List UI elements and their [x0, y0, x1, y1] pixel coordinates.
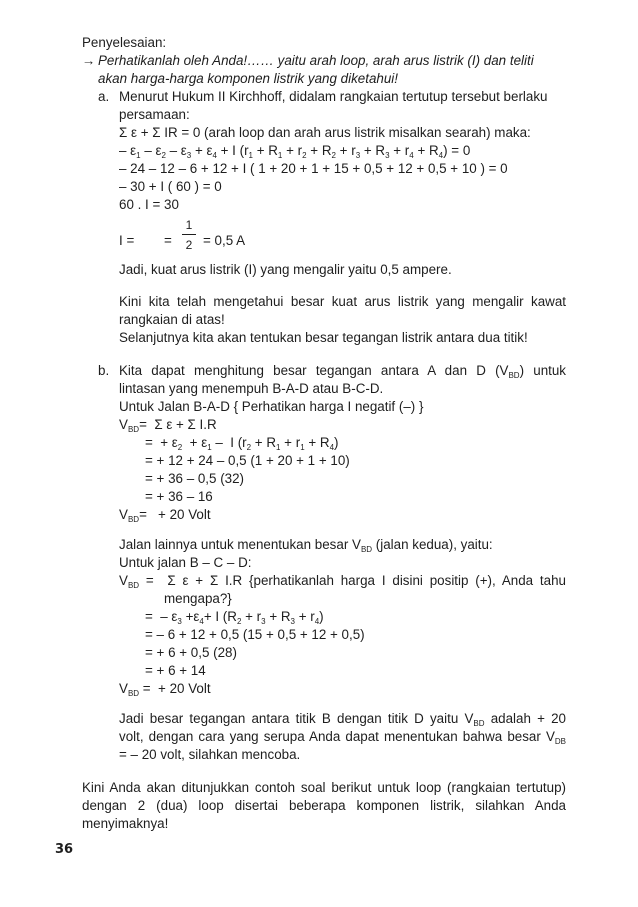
part-b-line: Untuk Jalan B-A-D { Perhatikan harga I negatif (–) }	[119, 399, 424, 414]
part-a-line: persamaan:	[119, 107, 190, 122]
solution-heading: Penyelesaian:	[82, 35, 167, 50]
vbd-result: $V_{BD}= + 20$ Volt	[119, 507, 211, 524]
loop-formula: – $\varepsilon_1 - \varepsilon_2 - \varepsilon_3 + \varepsilon_4 + I$ $(r_1 + R_1 + r_2 + R_2 + r_3 + R_3 + r_4 + R_4) = 0$	[119, 143, 471, 160]
closing-line: menyimaknya!	[82, 816, 169, 831]
part-a-line: Menurut Hukum II Kirchhoff, didalam rangkaian tertutup tersebut berlaku	[119, 89, 548, 104]
part-b-line: Kita dapat menghitung besar tegangan antara A dan D $(V_{BD})$ untuk	[119, 363, 567, 380]
paragraph-line: Kini kita telah mengetahui besar kuat arus listrik yang mengalir kawat	[119, 294, 566, 309]
vbd-result: $V_{BD}$ = + 20 Volt	[119, 681, 211, 698]
part-a-label: a.	[98, 89, 110, 104]
vbd-calc-line: = + 36 – 16	[145, 489, 213, 504]
paragraph-line: rangkaian di atas!	[119, 312, 225, 327]
part-b-label: b.	[98, 363, 110, 378]
kirchhoff-equation: Σ ε + Σ IR = 0 (arah loop dan arah arus listrik misalkan searah) maka:	[119, 125, 531, 140]
part-b-line: lintasan yang menempuh B-A-D atau B-C-D.	[119, 381, 384, 396]
arrow-icon: →	[82, 53, 96, 68]
paragraph-line: Selanjutnya kita akan tentukan besar tegangan listrik antara dua titik!	[119, 330, 528, 345]
result-rhs: = 0,5 A	[203, 233, 246, 248]
intro-note-line: akan harga-harga komponen listrik yang diketahui!	[98, 71, 398, 86]
fraction-denominator: 2	[185, 238, 193, 252]
alt-intro: Jalan lainnya untuk menentukan besar $V_{BD}$ (jalan kedua), yaitu:	[119, 537, 493, 554]
fraction-bar	[182, 234, 196, 235]
vbd-calc-line: mengapa?}	[164, 591, 232, 606]
vbd-calc-line: = + 6 + 0,5 (28)	[145, 645, 237, 660]
intro-note-line: Perhatikanlah oleh Anda!…… yaitu arah loop, arah arus listrik (I) dan teliti	[98, 53, 534, 68]
vbd-calc-line: $V_{BD}= \Sigma$ ε + Σ I.R	[119, 417, 217, 434]
vbd-calc-line: = + 12 + 24 – 0,5 (1 + 20 + 1 + 10)	[145, 453, 350, 468]
page-number: 36	[55, 842, 74, 857]
result-lhs: I =	[119, 233, 135, 248]
final-line: volt, dengan cara yang serupa Anda dapat menentukan bahwa besar $V_{DB}$	[119, 729, 566, 746]
calc-line: 60 . I = 30	[119, 197, 179, 212]
vbd-calc-line: = + $\varepsilon_2 + \varepsilon_1 - I$ $(r_2 + R_1 + r_1 + R_4)$	[145, 435, 339, 452]
vbd-calc-line: = + 36 – 0,5 (32)	[145, 471, 245, 486]
vbd-calc-line: = + 6 + 14	[145, 663, 206, 678]
closing-line: Kini Anda akan ditunjukkan contoh soal berikut untuk loop (rangkaian tertutup)	[82, 780, 566, 795]
vbd-calc-line: = – 6 + 12 + 0,5 (15 + 0,5 + 12 + 0,5)	[145, 627, 365, 642]
closing-line: dengan 2 (dua) loop disertai beberapa komponen listrik, silahkan Anda	[82, 798, 566, 813]
calc-line: – 24 – 12 – 6 + 12 + I ( 1 + 20 + 1 + 15 + 0,5 + 12 + 0,5 + 10 ) = 0	[119, 161, 508, 176]
vbd-calc-line: $V_{BD} = \Sigma$ ε + Σ I.R {perhatikanlah harga I disini positip (+), Anda tahu	[119, 573, 566, 590]
conclusion-a: Jadi, kuat arus listrik (I) yang mengalir yaitu 0,5 ampere.	[119, 262, 452, 277]
final-line: Jadi besar tegangan antara titik B dengan titik D yaitu $V_{BD}$ adalah + 20	[119, 711, 566, 728]
fraction-numerator: 1	[185, 218, 193, 232]
calc-line: – 30 + I ( 60 ) = 0	[119, 179, 222, 194]
final-line: = – 20 volt, silahkan mencoba.	[119, 747, 301, 762]
result-equals: =	[164, 233, 172, 248]
alt-route: Untuk jalan B – C – D:	[119, 555, 252, 570]
vbd-calc-line: = – $\varepsilon_3 +\varepsilon_4+ I$ $(R_2 + r_3 + R_3 + r_4)$	[145, 609, 324, 626]
